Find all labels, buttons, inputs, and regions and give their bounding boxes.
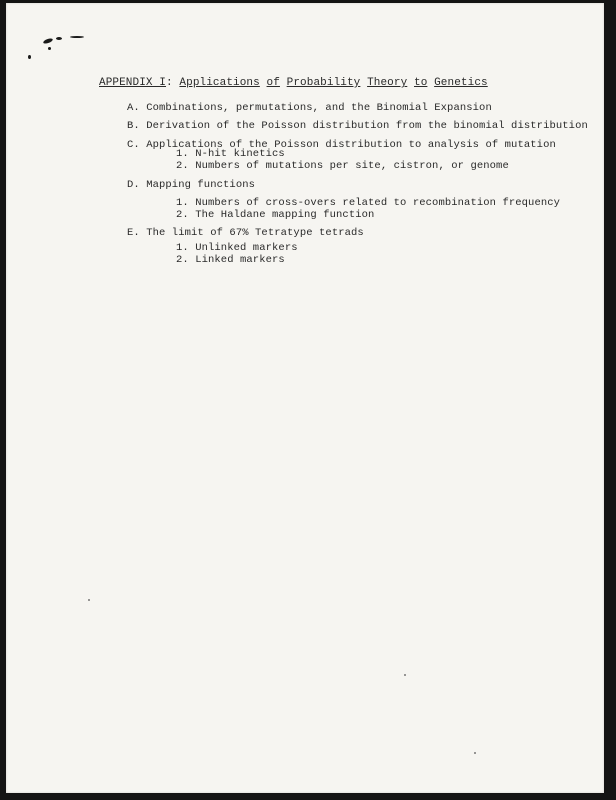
ink-mark	[70, 36, 84, 38]
section-e-subitem-2: 2. Linked markers	[176, 254, 285, 266]
section-c-subitem-1: 1. N-hit kinetics	[176, 148, 285, 160]
section-d-subitem-2: 2. The Haldane mapping function	[176, 209, 375, 221]
section-e: E. The limit of 67% Tetratype tetrads	[127, 227, 364, 239]
title-word: of	[266, 77, 280, 89]
title-word: Genetics	[434, 77, 488, 89]
paper-speck	[474, 752, 476, 754]
section-d: D. Mapping functions	[127, 179, 256, 191]
section-a: A. Combinations, permutations, and the Binomial Expansion	[127, 102, 492, 114]
title-word: APPENDIX I	[99, 77, 167, 89]
section-b: B. Derivation of the Poisson distribution from the binomial distribution	[127, 120, 588, 132]
appendix-title	[99, 77, 488, 89]
paper-speck	[88, 599, 90, 601]
ink-mark	[43, 37, 54, 44]
section-d-subitem-1: 1. Numbers of cross-overs related to recombination frequency	[176, 197, 561, 209]
section-e-subitem-1: 1. Unlinked markers	[176, 242, 298, 254]
document-page	[6, 3, 604, 793]
title-colon: :	[166, 77, 173, 89]
section-c: C. Applications of the Poisson distribution to analysis of mutation	[127, 139, 556, 151]
title-word: Applications	[179, 77, 260, 89]
title-word: Probability	[286, 77, 361, 89]
title-word: Theory	[367, 77, 408, 89]
ink-mark	[56, 37, 62, 40]
paper-speck	[404, 674, 406, 676]
section-c-subitem-2: 2. Numbers of mutations per site, cistron, or genome	[176, 160, 509, 172]
ink-mark	[28, 55, 31, 59]
ink-mark	[48, 47, 51, 50]
title-word: to	[414, 77, 428, 89]
